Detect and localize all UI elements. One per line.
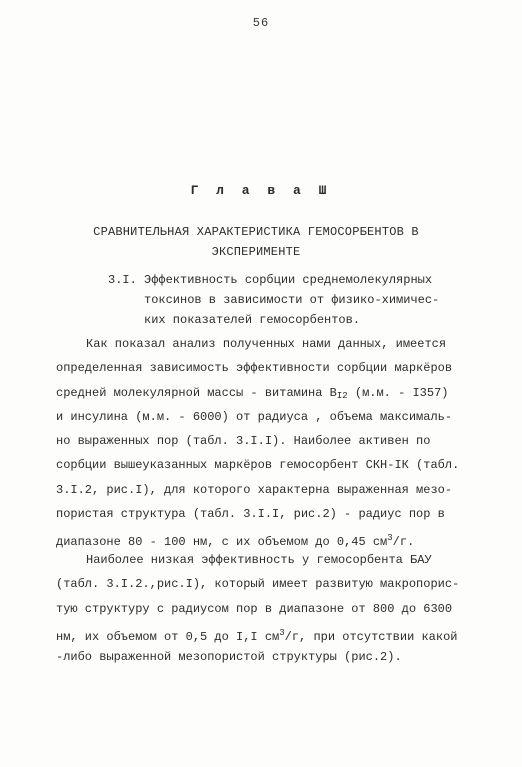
text-fragment: нм, их объемом от 0,5 до I,I см (56, 629, 280, 644)
section-title-line: ких показателей гемосорбентов. (144, 313, 361, 327)
chapter-title-line: СРАВНИТЕЛЬНАЯ ХАРАКТЕРИСТИКА ГЕМОСОРБЕНТОВ В (93, 225, 419, 239)
text-line (56, 621, 466, 645)
text-fragment: /г. (392, 535, 415, 550)
superscript: 3 (387, 533, 393, 544)
text-fragment: (м.м. - I357) (347, 385, 449, 400)
section-title-line: Эффективность сорбции среднемолекулярных (144, 273, 433, 287)
paragraph-2 (56, 548, 466, 669)
text-line: -либо выраженной мезопористой структуры (рис.2). (56, 650, 402, 665)
chapter-heading: Г л а в а Ш (190, 183, 332, 198)
chapter-title-line: ЭКСПЕРИМЕНТЕ (211, 245, 301, 259)
text-fragment: /г, при отсутствии какой (284, 629, 458, 644)
section-title (144, 270, 454, 330)
subscript: I2 (336, 390, 348, 401)
paragraph-1 (56, 332, 466, 551)
text-line: (табл. 3.I.2.,рис.I), который имеет развитую макропорис- (56, 577, 460, 592)
page-number: 56 (252, 16, 270, 30)
text-line: тую структуру с радиусом пор в диапазоне от 800 до 6300 (56, 601, 453, 616)
section-number: 3.I. (108, 273, 137, 287)
text-fragment: средней молекулярной массы - витамина В (56, 385, 337, 400)
text-line: но выраженных пор (табл. 3.I.I). Наиболее активен по (56, 434, 431, 449)
text-line (56, 381, 466, 405)
superscript: 3 (279, 627, 285, 638)
text-line: определенная зависимость эффективности сорбции маркёров (56, 361, 453, 376)
text-line: Наиболее низкая эффективность у гемосорбента БАУ (86, 553, 432, 567)
text-line: пористая структура (табл. 3.I.I, рис.2) - радиус пор в (56, 507, 445, 522)
text-line: Как показал анализ полученных нами данных, имеется (86, 337, 447, 351)
section-title-line: токсинов в зависимости от физико-химичес- (144, 293, 440, 307)
text-line: 3.I.2, рис.I), для которого характерна выраженная мезо- (56, 482, 453, 497)
text-line: сорбции вышеуказанных маркёров гемосорбент СКН-IК (табл. (56, 458, 460, 473)
text-line: и инсулина (м.м. - 6000) от радиуса , объема максималь- (56, 409, 453, 424)
chapter-title (86, 222, 426, 262)
text-fragment: диапазоне 80 - 100 нм, с их объемом до 0,45 см (56, 535, 388, 550)
